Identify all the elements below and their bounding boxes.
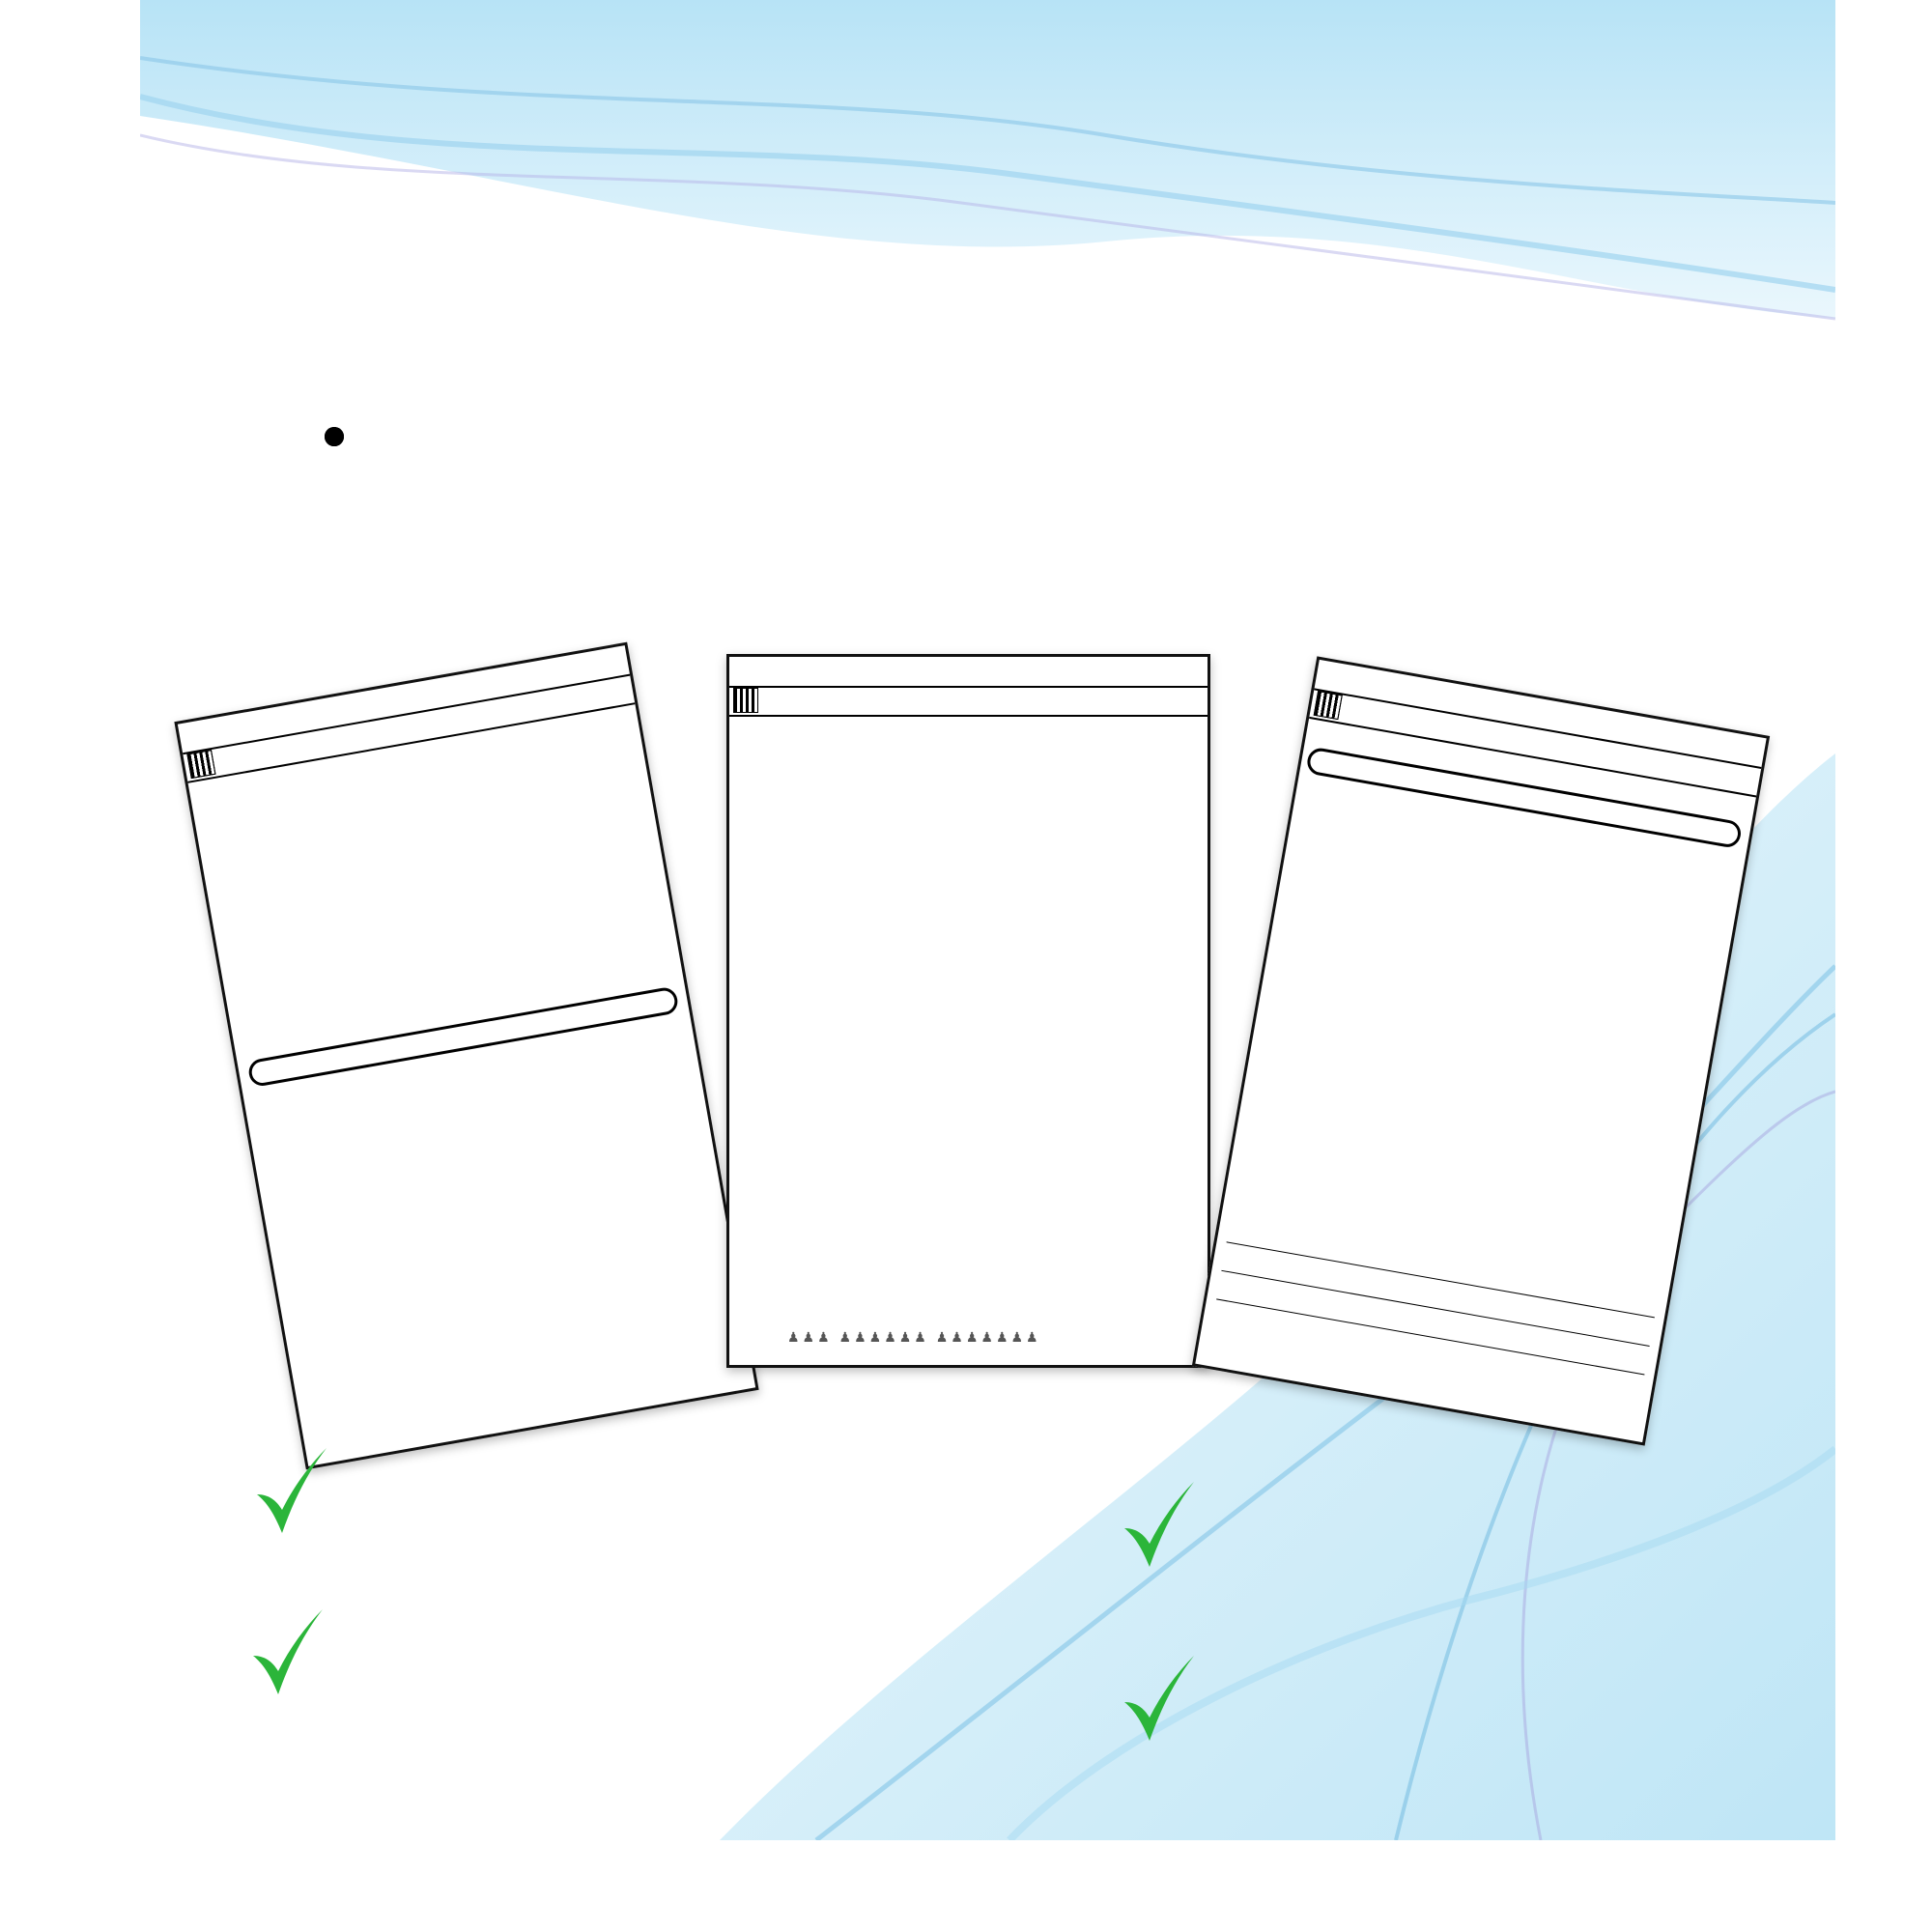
- bullet-icon: [325, 427, 344, 446]
- checkmark-icon: [249, 1605, 327, 1702]
- checkmark-icon: [1121, 1652, 1198, 1748]
- qr-code-icon: [733, 688, 758, 713]
- checkmark-icon: [253, 1444, 330, 1541]
- writing-line: [1216, 1298, 1644, 1375]
- writing-line: [1221, 1270, 1649, 1347]
- answers-badge: [790, 1468, 1099, 1777]
- worksheet-middle: [726, 654, 1210, 1368]
- checkmark-icon: [1121, 1478, 1198, 1575]
- writing-line: [1227, 1241, 1655, 1318]
- qr-code-icon: [1314, 691, 1343, 720]
- decorative-figures: ♟♟♟ ♟♟♟♟♟♟ ♟♟♟♟♟♟♟: [787, 1329, 1041, 1345]
- word-box: [247, 985, 680, 1088]
- qr-code-icon: [186, 750, 215, 779]
